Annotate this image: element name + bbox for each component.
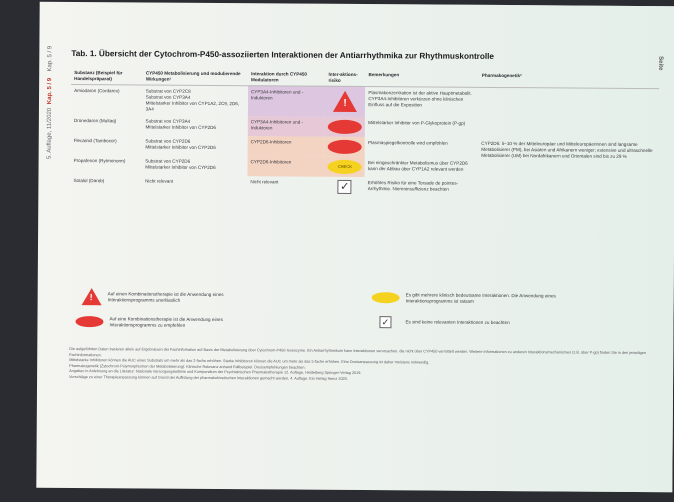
- cell-substance: Dronedaron (Multaq): [73, 117, 117, 124]
- legend: [82, 288, 642, 328]
- footnote: Vorschläge zu einer Therapieanpassung können auf Grund der Auflistung der pharmakokinetischen Interaktionen gemacht werden, 4. Auflage. Ein Verlag Heinz 2020.: [69, 374, 348, 381]
- header-risk: Inter-aktions-risiko: [325, 70, 365, 87]
- right-tab-label: Seite: [657, 56, 664, 71]
- cell-interaction: Nicht relevant: [250, 179, 279, 185]
- cell-interaction: CYP3A4-Inhibitoren und -Induktoren: [248, 116, 326, 137]
- side-text-1: Kap. 5 / 9: [47, 45, 54, 72]
- cell-risk: [325, 157, 365, 177]
- warning-triangle-icon: !: [333, 91, 357, 112]
- footnote: Pharmakogenetik (Zytochrom-Polymorphismen der Metabolisierung): Klinische Relevanz anhand Fallbeispiel. Dosisempfehlungen beachten.: [69, 363, 306, 370]
- legend-text: Auf eine Kombinationstherapie ist die Anwendung eines Interaktionsprogramms zu empfehlen: [109, 316, 223, 328]
- header-pharmacogenetics: Pharmakogenetik²: [479, 71, 660, 89]
- header-metabolism: CYP450 Metabolisierung und modulierende Wirkungen¹: [143, 69, 248, 86]
- cell-pgx: CYP2D6: 5–10 % der Mitteleuropäer und Mitteleuropäerinnen sind langsame Metabolisierer (PM), bei Asiaten und Afrikanern weniger; extensive und ultraschnelle Metabolisierer (UM) bei Nordafrikanern und Orientalen sind bis zu 29 %: [481, 140, 653, 159]
- side-text-2: Kap. 5 / 9: [46, 77, 54, 105]
- cell-remarks: Bei eingeschränkter Metabolismus über CYP2D6 kann der Abbau über CYP1A2 relevant werden: [367, 159, 468, 172]
- side-text-3: 5. Auflage, 11/2020: [46, 107, 53, 160]
- cell-risk: [325, 177, 365, 197]
- yellow-oval-icon: CHECK: [328, 160, 362, 174]
- header-interaction: Interaktion durch CYP450 Modulatoren: [248, 69, 326, 86]
- footnotes: [69, 347, 659, 384]
- header-substance: Substanz (Beispiel für Handelspräparat): [71, 68, 143, 85]
- red-oval-icon: [75, 317, 103, 328]
- cell-metabolism: Nicht relevant: [145, 178, 174, 184]
- cell-metabolism: Substrat von CYP2D6 Mittelstarker Inhibitor von CYP2D6: [145, 158, 216, 170]
- legend-text: Auf einen Kombinationstherapie ist die Anwendung eines Interaktionsprogramms unerlässlich: [107, 290, 224, 303]
- table-row: [71, 84, 659, 118]
- document-page: [36, 2, 674, 492]
- legend-item-red: [75, 316, 239, 329]
- cell-interaction: CYP2D6-Inhibitoren: [248, 136, 326, 157]
- cell-risk: [325, 117, 365, 137]
- cell-remarks: Mittelstarker Inhibitor von P-Glykoprotein (P-gp): [368, 119, 466, 126]
- legend-text: Es sind keine relevanten Interaktionen zu beachten: [405, 319, 510, 326]
- legend-item-check: [371, 316, 585, 329]
- red-oval-icon: [328, 120, 362, 134]
- cell-interaction: CYP3A4-Inhibitoren und -Induktoren: [248, 86, 326, 117]
- interaction-table: [70, 68, 659, 199]
- cell-substance: Sotalol (Darob): [73, 177, 105, 184]
- cell-metabolism: Substrat von CYP2C8 Substrat von CYP3A4 Mittelstarker Inhibitor von CYP1A2, 2C9, 2D6, 3A4: [145, 88, 240, 112]
- cell-substance: Amiodaron (Cordarex): [74, 87, 120, 94]
- cell-remarks: Plasmakonzentration ist der aktive Hauptmetabolit. CYP3A4-Inhibitoren verkürzen ohne klinischen Einfluss auf die Exposition: [368, 90, 472, 108]
- cell-interaction: CYP2D6-Inhibitoren: [247, 156, 325, 177]
- table-title: Tab. 1. Übersicht der Cytochrom-P450-assoziierten Interaktionen der Antiarrhythmika zur Rhythmuskontrolle: [71, 49, 495, 61]
- legend-item-triangle: [82, 288, 238, 306]
- cell-pgx: [478, 87, 659, 119]
- cell-substance: Propafenon (Rytmonorm): [73, 157, 126, 164]
- cell-remarks: Plasmaspiegelkontrolle wird empfohlen: [368, 139, 448, 146]
- cell-metabolism: Substrat von CYP3A4 Mittelstarker Inhibitor von CYP2D6: [145, 118, 216, 130]
- checkmark-icon: ✓: [338, 180, 352, 194]
- footnote: Die aufgeführten Daten basieren allein auf Ergebnissen der Fachinfomation auf Basis der Metabolisierung über Cytochrom-P450-Isoenzyme. Ein Antiarrhythmikum kann Interaktionen verursachen, die nicht über CYP450 vermittelt werden. Weitere Informationen zu anderen Interaktionsmechanismen (z.B. über P-gp) finden Sie in den jeweiligen Fachinformationen.: [69, 347, 647, 357]
- cell-risk: [325, 86, 365, 117]
- cell-pgx: [478, 118, 659, 139]
- cell-metabolism: Substrat von CYP2D6 Mittelstarker Inhibitor von CYP2D6: [145, 138, 216, 150]
- legend-item-yellow: [372, 292, 586, 305]
- cell-risk: [325, 137, 365, 157]
- red-oval-icon: [328, 140, 362, 154]
- cell-pgx: [478, 178, 659, 199]
- cell-substance: Flecainid (Tambocor): [73, 137, 117, 144]
- side-margin-text: [46, 46, 59, 176]
- warning-triangle-icon: !: [82, 288, 102, 305]
- table-row: [70, 175, 658, 199]
- footnote: Mittelstarke Inhibitoren können die AUC eines Substrats um mehr als das 2-fache erhöhen. Starke Inhibitoren können die AUC um mehr als das 5-fache erhöhen. Eine Dosisanpassung ist daher meistens notwendig.: [69, 358, 430, 365]
- yellow-oval-icon: [372, 293, 400, 304]
- legend-text: Es gibt mehrere klinisch bedeutsame Interaktionen. Die Anwendung eines Interaktionsprogramms ist ratsam: [405, 292, 556, 304]
- checkmark-icon: ✓: [379, 316, 391, 328]
- footnote: Angaben in Anlehnung an die Literatur: Nationale Versorgungsleitlinie und Kompendium der Psychiatrischen Pharmakotherapie 12. Auflage, Heidelberg Springer-Verlag 2019.: [69, 369, 362, 376]
- cell-remarks: Erhöhtes Risiko für eine Torsade de pointes-Arrhythmie. Niereninsuffizienz beachten: [367, 179, 459, 192]
- header-remarks: Bemerkungen: [365, 70, 478, 87]
